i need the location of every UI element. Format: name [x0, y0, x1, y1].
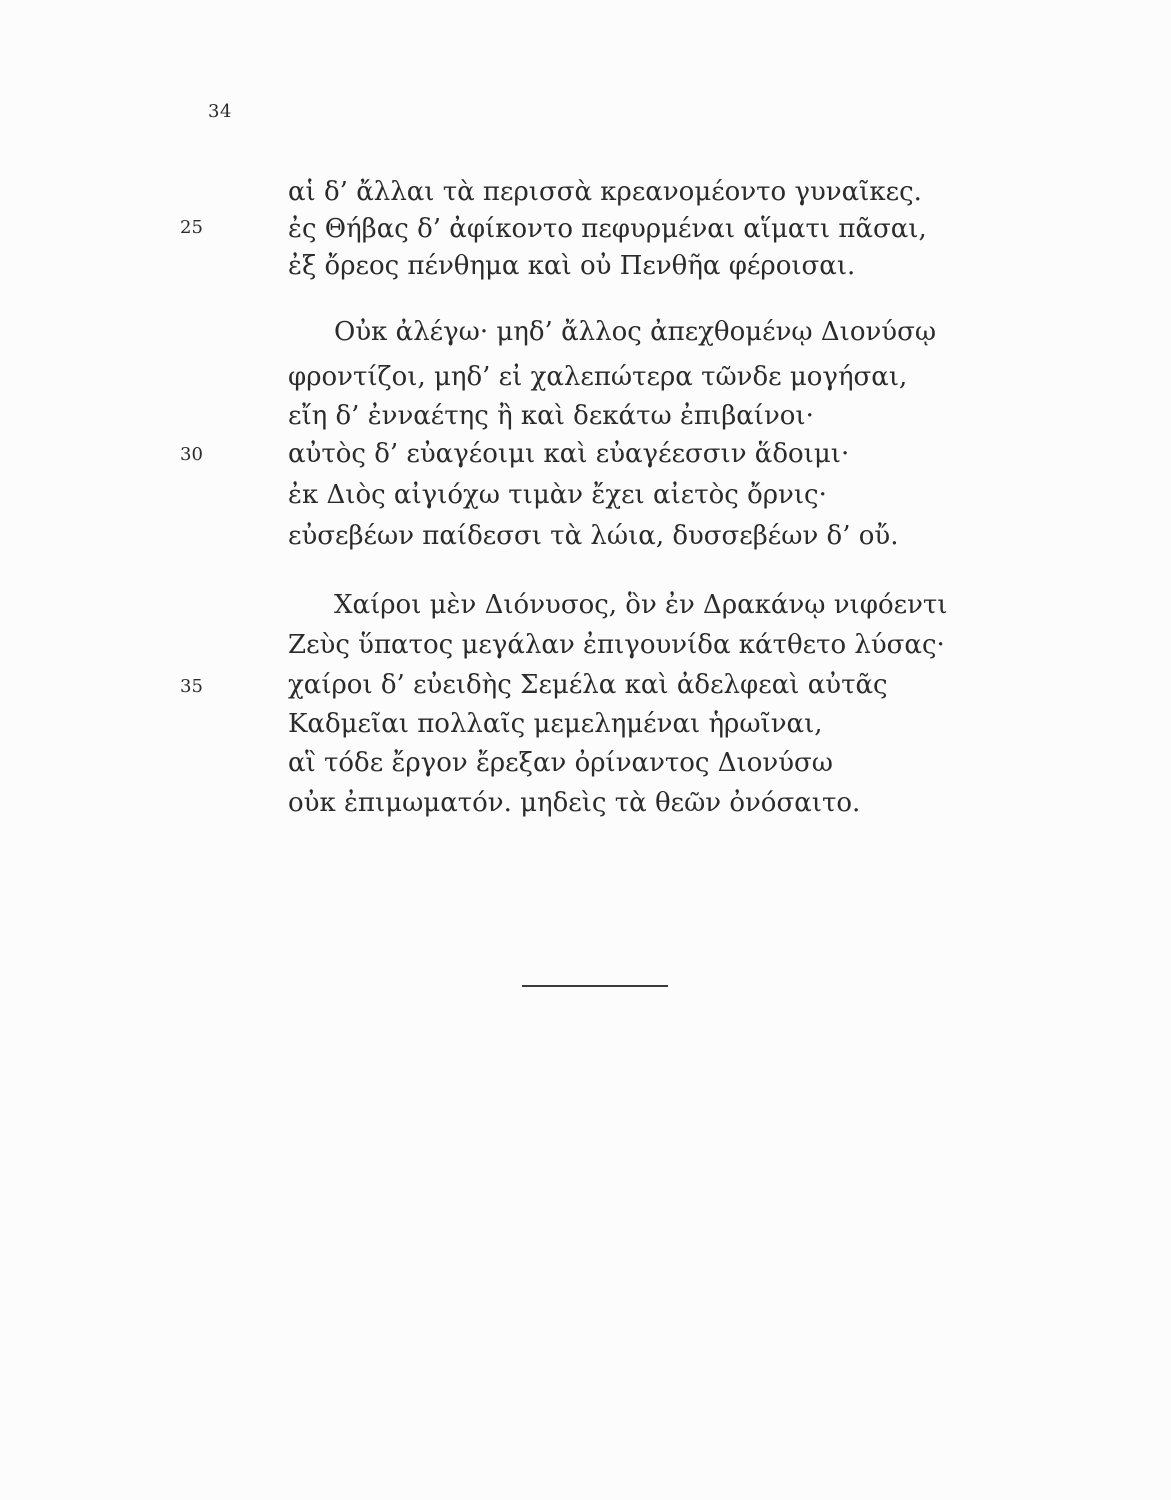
verse-line: αἳ τόδε ἔργον ἔρεξαν ὀρίναντος Διονύσω — [288, 748, 833, 778]
line-number-25: 25 — [180, 217, 203, 238]
verse-line: αὐτὸς δ’ εὐαγέοιμι καὶ εὐαγέεσσιν ἅδοιμι· — [288, 439, 850, 469]
verse-line: ἐς Θήβας δ’ ἀφίκοντο πεφυρμέναι αἵματι πᾶσαι, — [288, 214, 927, 244]
end-rule — [522, 985, 668, 987]
verse-line: ἐκ Διὸς αἰγιόχω τιμὰν ἔχει αἰετὸς ὄρνις· — [288, 480, 827, 510]
line-number-30: 30 — [180, 444, 203, 465]
verse-line: οὐκ ἐπιμωματόν. μηδεὶς τὰ θεῶν ὀνόσαιτο. — [288, 788, 861, 818]
verse-line: εἴη δ’ ἐνναέτης ἢ καὶ δεκάτω ἐπιβαίνοι· — [288, 401, 814, 431]
verse-line: ἐξ ὄρεος πένθημα καὶ οὐ Πενθῆα φέροισαι. — [288, 251, 856, 281]
verse-line: Ζεὺς ὕπατος μεγάλαν ἐπιγουνίδα κάτθετο λύσας· — [288, 630, 945, 660]
verse-line: χαίροι δ’ εὐειδὴς Σεμέλα καὶ ἀδελφεαὶ αὐτᾶς — [288, 670, 888, 700]
verse-line: Οὐκ ἀλέγω· μηδ’ ἄλλος ἀπεχθομένῳ Διονύσῳ — [334, 317, 937, 347]
verse-line: εὐσεβέων παίδεσσι τὰ λώια, δυσσεβέων δ’ οὔ. — [288, 521, 899, 551]
verse-line: Καδμεῖαι πολλαῖς μεμελημέναι ἡρωῖναι, — [288, 709, 823, 739]
line-number-35: 35 — [180, 676, 203, 697]
verse-line: Χαίροι μὲν Διόνυσος, ὃν ἐν Δρακάνῳ νιφόεντι — [334, 590, 948, 620]
verse-line: αἱ δ’ ἄλλαι τὰ περισσὰ κρεανομέοντο γυναῖκες. — [288, 177, 922, 207]
verse-line: φροντίζοι, μηδ’ εἰ χαλεπώτερα τῶνδε μογήσαι, — [288, 362, 908, 392]
page-number: 34 — [208, 101, 232, 122]
